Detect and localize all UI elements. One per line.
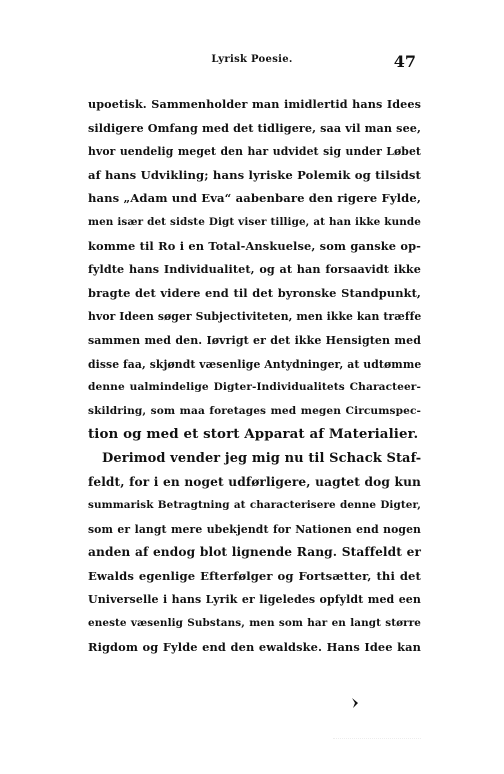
ink-mark-icon bbox=[350, 697, 360, 709]
text-line: hvor uendelig meget den har udvidet sig under Løbet bbox=[88, 145, 421, 159]
text-line: sildigere Omfang med det tidligere, saa vil man see, bbox=[88, 120, 421, 135]
page-number: 47 bbox=[393, 52, 416, 71]
text-line: skildring, som maa foretages med megen Circumspec- bbox=[88, 404, 421, 417]
text-line: Derimod vender jeg mig nu til Schack Staf- bbox=[102, 450, 422, 466]
text-line: af hans Udvikling; hans lyriske Polemik og tilsidst bbox=[88, 167, 421, 182]
text-line: eneste væsenlig Substans, men som har en langt større bbox=[88, 617, 421, 630]
text-line: sammen med den. Iøvrigt er det ikke Hensigten med bbox=[88, 333, 421, 347]
text-line: hvor Ideen søger Subjectiviteten, men ikke kan træffe bbox=[88, 310, 422, 324]
text-line: som er langt mere ubekjendt for Nationen end nogen bbox=[88, 522, 421, 536]
text-line: Rigdom og Fylde end den ewaldske. Hans Idee kan bbox=[88, 639, 421, 654]
text-line: anden af endog blot lignende Rang. Staffeldt er bbox=[88, 545, 421, 560]
library-stamp-trace bbox=[333, 738, 421, 749]
text-line: upoetisk. Sammenholder man imidlertid hans Idees bbox=[88, 97, 421, 111]
text-line: hans „Adam und Eva“ aabenbare den rigere Fylde, bbox=[88, 191, 421, 206]
text-line: disse faa, skjøndt væsenlige Antydninger, at udtømme bbox=[88, 357, 422, 371]
text-line: Ewalds egenlige Efterfølger og Fortsætter, thi det bbox=[88, 568, 421, 583]
text-line: Universelle i hans Lyrik er ligeledes opfyldt med een bbox=[88, 593, 421, 607]
text-line: komme til Ro i en Total-Anskuelse, som ganske op- bbox=[88, 238, 421, 253]
text-line: tion og med et stort Apparat af Materialier. bbox=[88, 426, 419, 443]
body-text bbox=[88, 93, 421, 659]
text-line: feldt, for i en noget udførligere, uagtet dog kun bbox=[88, 474, 421, 489]
text-line: men især det sidste Digt viser tillige, at han ikke kunde bbox=[88, 215, 421, 228]
text-line: denne ualmindelige Digter-Individualitets Characteer- bbox=[88, 381, 421, 394]
text-line: bragte det videre end til det byronske Standpunkt, bbox=[88, 285, 421, 300]
running-title: Lyrisk Poesie. bbox=[211, 54, 293, 65]
text-line: summarisk Betragtning at characterisere denne Digter, bbox=[88, 499, 421, 512]
text-line: fyldte hans Individualitet, og at han forsaavidt ikke bbox=[88, 262, 421, 277]
running-head bbox=[0, 52, 504, 72]
ink-mark bbox=[350, 697, 360, 709]
